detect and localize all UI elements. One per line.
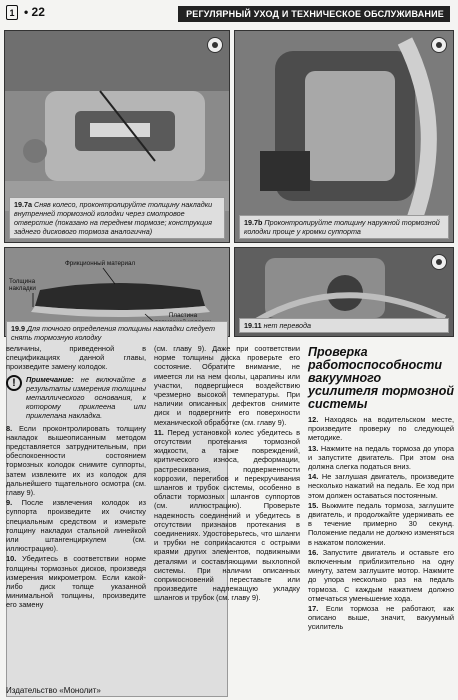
- paragraph: 10. Убедитесь в соответствии норме толщины тормозных дисков, произведя измерения микрометром. Если какой-либо диск толще указанной минимальной толщины, произведите его замену: [6, 554, 146, 610]
- label-friction-material: Фрикционный материал: [65, 260, 136, 267]
- note-text: не включайте в результаты измерения толщины металлического основания, к которому приклеена или приклепана накладка.: [26, 374, 146, 421]
- label-backing-plate: Пластина: [168, 312, 198, 319]
- paragraph: 9. После извлечения колодок из суппорта произведите их очистку специальным средством и измерьте толщину накладки стальной линейкой или штангенциркулем (см. иллюстрацию).: [6, 498, 146, 554]
- photo-19-7b: [234, 30, 454, 243]
- paragraph: 16. Запустите двигатель и оставьте его включенным приблизительно на одну минуту, затем заглушите мотор. Нажмите до упора несколько раз на педаль тормоза. С каждым нажатием должно отмечаться уменьшение хода.: [308, 547, 454, 603]
- info-icon: !: [6, 375, 22, 391]
- paragraph: 13. Нажмите на педаль тормоза до упора и запустите двигатель. При этом она должна слегка податься вниз.: [308, 443, 454, 472]
- paragraph: 14. Не заглушая двигатель, произведите несколько нажатий на педаль. Ее ход при этом должен оставаться постоянным.: [308, 472, 454, 500]
- paragraph: 15. Выжмите педаль тормоза, заглушите двигатель, и продолжайте удерживать ее в течение примерно 30 секунд. Положение педали не должно изменяться в нажатом положении.: [308, 500, 454, 547]
- camera-icon: [207, 37, 223, 53]
- text-column-3: [308, 344, 454, 633]
- camera-icon: [431, 254, 447, 270]
- section-title-bar: РЕГУЛЯРНЫЙ УХОД И ТЕХНИЧЕСКОЕ ОБСЛУЖИВАНИЕ: [178, 6, 450, 22]
- photo-caption: 19.11 нет перевода: [239, 318, 449, 333]
- paragraph: (см. главу 9). Даже при соответствии норме толщины диска проверьте его состояние. Обратите внимание, не имеется ли на нем сколы, царапины или участки, подвергшиеся воздействию чрезмерно высокой температуры. При наличии описанных дефектов снимите диск и подвергните его поверхности механической обработке (см. главу 9).: [154, 344, 300, 427]
- paragraph: 12. Находясь на водительском месте, произведите проверку по следующей методике.: [308, 415, 454, 443]
- paragraph: 8. Если проконтролировать толщину накладок вышеописанным методом представляется затруднительным, при обеспокоенности состоянием тормозных колодок снимите суппорты, затем извлеките их из колодок для дальнейшего тщательного осмотра (см. главу 9).: [6, 423, 146, 498]
- photo-caption: 19.7a Сняв колесо, проконтролируйте толщину накладки внутренней тормозной колодки через смотровое отверстие (показано на переднем тормозе; конструкция заднего дискового тормоза аналогична): [9, 197, 225, 239]
- camera-icon: [431, 37, 447, 53]
- page-header: [0, 0, 458, 28]
- brake-pad-edge-photo: [235, 31, 454, 243]
- note-block: [6, 375, 146, 421]
- paragraph: величины, приведенной в спецификациях данной главы, произведите замену колодок.: [6, 344, 146, 372]
- text-column-1: [6, 344, 146, 611]
- label-thickness: Толщина накладки: [9, 278, 36, 292]
- section-heading: Проверка работоспособности вакуумного усилителя тормозной системы: [308, 345, 454, 411]
- paragraph: 11. Перед установкой колес убедитесь в отсутствии протекания тормозной жидкости, а также повреждений, критического износа, деформации, растрескивания, подверженности коррозии, перегибов и перекручивания шлангов и трубок системы, особенно в области тормозных шлангов суппортов (см. иллюстрацию). Проверьте надежность соединений и убедитесь в отсутствии признаков протекания в соединениях. Удостоверьтесь, что шланги и трубки не соприкасаются с острыми краями других элементов, подвижными деталями и составляющими выхлопной системы. При наличии описанных соприкосновений переставьте или произведите надлежащую укладку шлангов и трубок (см. главу 9).: [154, 427, 301, 603]
- text-column-2: [154, 344, 300, 604]
- photo-19-11: [234, 247, 454, 337]
- photo-19-7a: [4, 30, 230, 243]
- document-icon: 1: [6, 5, 18, 20]
- page-number: • 22: [24, 5, 45, 19]
- photo-caption: 19.9 Для точного определения толщины накладки следует снять тормозную колодку: [6, 321, 228, 697]
- publisher-footer: Издательство «Монолит»: [6, 686, 101, 695]
- paragraph: 17. Если тормоза не работают, как описано выше, значит, вакуумный усилитель: [308, 604, 454, 632]
- photo-caption: 19.7b Проконтролируйте толщину наружной тормозной колодки проще у кромки суппорта: [239, 215, 449, 239]
- note-label: Примечание:: [26, 374, 74, 384]
